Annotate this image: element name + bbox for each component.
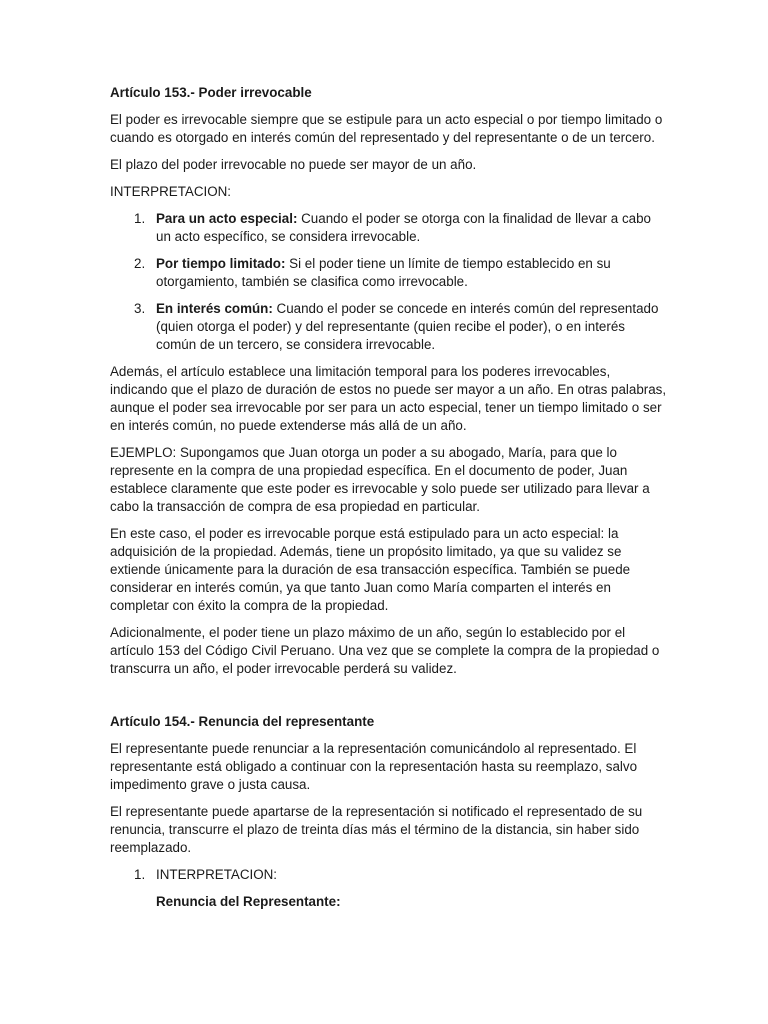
list-item xyxy=(110,210,668,246)
list-item-number: 2. xyxy=(134,256,146,271)
list-item xyxy=(110,866,668,884)
list-item-lead: Para un acto especial: xyxy=(156,211,298,226)
article-153-example: EJEMPLO: Supongamos que Juan otorga un poder a su abogado, María, para que lo represente en la compra de una propiedad específica. En el documento de poder, Juan establece claramente que este poder es irrevocable y solo puede ser utilizado para llevar a cabo la transacción de compra de esa propiedad en particular. xyxy=(110,445,650,514)
list-item-text: Si el poder tiene un límite de tiempo establecido en su otorgamiento, también se clasifica como irrevocable. xyxy=(156,256,611,289)
article-153-paragraph-1: El poder es irrevocable siempre que se estipule para un acto especial o por tiempo limitado o cuando es otorgado en interés común del representado y del representante o de un tercero. xyxy=(110,112,663,145)
article-153-paragraph-5: En este caso, el poder es irrevocable porque está estipulado para un acto especial: la adquisición de la propiedad. Además, tiene un propósito limitado, ya que su validez se extiende únicamente para la duración de esa transacción específica. También se puede considerar en interés común, ya que tanto Juan como María comparten el interés en completar con éxito la compra de la propiedad. xyxy=(110,526,631,613)
article-154-title: Artículo 154.- Renuncia del representante xyxy=(110,714,375,729)
list-item-text: Cuando el poder se concede en interés común del representado (quien otorga el poder) y del representante (quien recibe el poder), o en interés común de un tercero, se considera irrevocable. xyxy=(156,301,659,352)
list-item-lead: En interés común: xyxy=(156,301,273,316)
list-item-number: 3. xyxy=(134,301,146,316)
article-153-title: Artículo 153.- Poder irrevocable xyxy=(110,85,312,100)
list-item xyxy=(110,300,668,354)
article-153-interpretation-label: INTERPRETACION: xyxy=(110,184,232,199)
article-154-paragraph-2: El representante puede apartarse de la representación si notificado el representado de su renuncia, transcurre el plazo de treinta días más el término de la distancia, sin haber sido reemplazado. xyxy=(110,804,643,855)
list-item-number: 1. xyxy=(134,211,146,226)
article-153-interpretation-list xyxy=(110,210,668,354)
article-153-paragraph-6: Adicionalmente, el poder tiene un plazo máximo de un año, según lo establecido por el artículo 153 del Código Civil Peruano. Una vez que se complete la compra de la propiedad o transcurra un año, el poder irrevocable perderá su validez. xyxy=(110,625,660,676)
section-gap xyxy=(110,687,668,713)
list-item-text: Cuando el poder se otorga con la finalidad de llevar a cabo un acto específico, se considera irrevocable. xyxy=(156,211,652,244)
list-item-number: 1. xyxy=(134,867,146,882)
list-item-text: INTERPRETACION: xyxy=(156,867,278,882)
list-item-lead: Por tiempo limitado: xyxy=(156,256,286,271)
article-154-sub-heading: Renuncia del Representante: xyxy=(156,894,341,909)
article-153-paragraph-3: Además, el artículo establece una limitación temporal para los poderes irrevocables, indicando que el plazo de duración de estos no puede ser mayor a un año. En otras palabras, aunque el poder sea irrevocable por ser para un acto especial, tener un tiempo limitado o ser en interés común, no puede extenderse más allá de un año. xyxy=(110,364,667,433)
article-154-list xyxy=(110,866,668,884)
article-153-paragraph-2: El plazo del poder irrevocable no puede ser mayor de un año. xyxy=(110,157,477,172)
article-154-paragraph-1: El representante puede renunciar a la representación comunicándolo al representado. El representante está obligado a continuar con la representación hasta su reemplazo, salvo impedimento grave o justa causa. xyxy=(110,741,638,792)
list-item xyxy=(110,255,668,291)
